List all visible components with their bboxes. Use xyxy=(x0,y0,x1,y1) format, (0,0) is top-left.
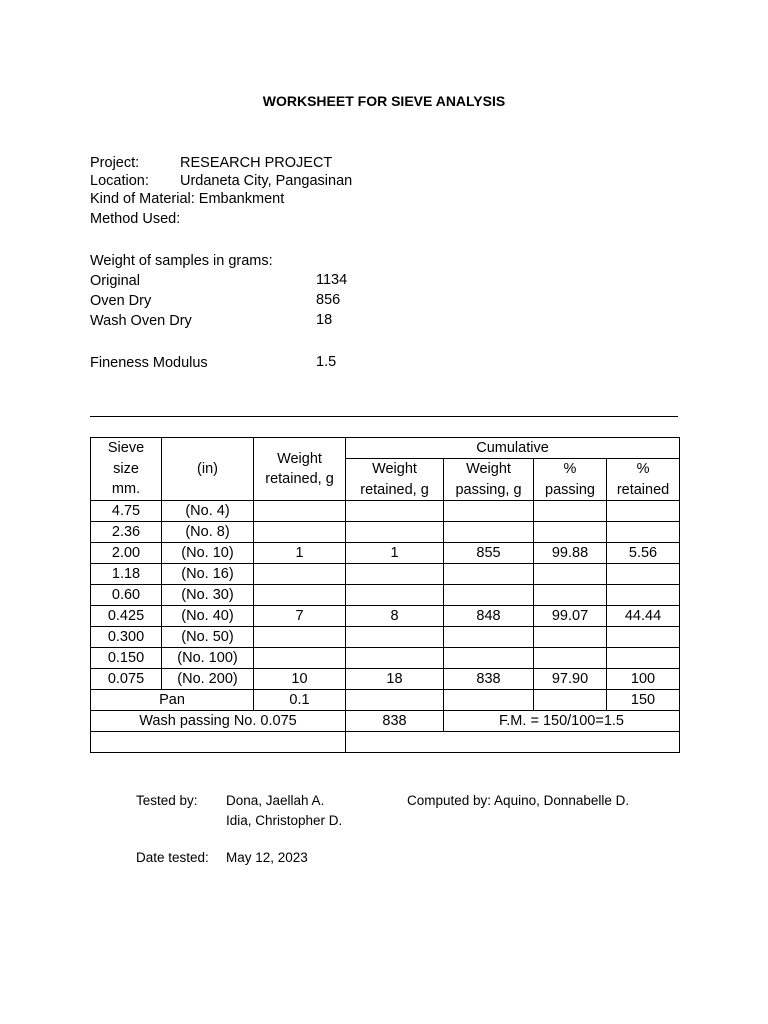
material-line: Kind of Material: Embankment xyxy=(90,191,285,207)
table-cell xyxy=(534,627,607,648)
header-line: Weight xyxy=(277,450,322,467)
table-cell: 0.150 xyxy=(91,648,162,669)
oven-dry-value: 856 xyxy=(316,292,341,308)
pan-row xyxy=(91,690,680,711)
table-cell: 0.425 xyxy=(91,606,162,627)
table-cell: 5.56 xyxy=(607,543,680,564)
wash-row xyxy=(91,711,680,732)
project-line xyxy=(90,154,332,172)
table-cell xyxy=(534,648,607,669)
table-cell: 8 xyxy=(346,606,444,627)
header-line: Sieve xyxy=(107,440,145,457)
table-cell: 7 xyxy=(254,606,346,627)
table-cell xyxy=(534,585,607,606)
table-cell: 0.300 xyxy=(91,627,162,648)
table-row xyxy=(91,501,680,522)
project-label: Project: xyxy=(90,155,140,171)
date-tested-label: Date tested: xyxy=(136,850,209,865)
header-line: retained xyxy=(616,481,670,498)
table-cell xyxy=(607,501,680,522)
project-value: RESEARCH PROJECT xyxy=(180,155,333,171)
table-cell xyxy=(534,690,607,711)
method-line: Method Used: xyxy=(90,211,181,227)
header-line: % xyxy=(563,461,577,477)
table-cell: 838 xyxy=(346,711,444,732)
weights-heading: Weight of samples in grams: xyxy=(90,253,273,269)
table-cell xyxy=(444,648,534,669)
header-line: size xyxy=(113,460,139,477)
table-cell: Wash passing No. 0.075 xyxy=(91,711,346,732)
original-value: 1134 xyxy=(316,272,348,288)
table-cell: (No. 40) xyxy=(162,606,254,627)
table-row xyxy=(91,543,680,564)
fineness-label: Fineness Modulus xyxy=(90,355,208,371)
table-cell xyxy=(254,522,346,543)
date-tested-value: May 12, 2023 xyxy=(226,850,308,865)
table-cell: 4.75 xyxy=(91,501,162,522)
location-line xyxy=(90,172,352,190)
table-cell: 2.36 xyxy=(91,522,162,543)
original-label: Original xyxy=(90,273,140,289)
table-cell: 99.07 xyxy=(534,606,607,627)
table-cell xyxy=(444,522,534,543)
table-cell: 1 xyxy=(346,543,444,564)
tested-by-name-1: Dona, Jaellah A. xyxy=(226,793,325,808)
header-sieve-size xyxy=(91,438,162,501)
table-cell xyxy=(254,648,346,669)
header-line: Weight xyxy=(466,461,511,477)
table-cell xyxy=(346,564,444,585)
header-line: passing xyxy=(545,481,595,498)
table-cell xyxy=(346,732,680,753)
header-line: Weight xyxy=(372,461,417,477)
table-cell xyxy=(607,564,680,585)
header-line: % xyxy=(636,461,650,477)
fineness-value: 1.5 xyxy=(316,354,337,370)
table-cell xyxy=(534,501,607,522)
table-cell: 97.90 xyxy=(534,669,607,690)
tested-by-name-2: Idia, Christopher D. xyxy=(226,813,343,828)
table-cell xyxy=(444,585,534,606)
table-cell xyxy=(254,585,346,606)
table-cell: (No. 16) xyxy=(162,564,254,585)
table-cell: 1 xyxy=(254,543,346,564)
tested-by-label: Tested by: xyxy=(136,793,198,808)
table-cell xyxy=(91,732,346,753)
header-pct-retained xyxy=(607,459,680,501)
table-cell xyxy=(346,501,444,522)
table-cell: 838 xyxy=(444,669,534,690)
table-cell: Pan xyxy=(91,690,254,711)
table-cell: 99.88 xyxy=(534,543,607,564)
table-cell xyxy=(444,564,534,585)
table-cell: 848 xyxy=(444,606,534,627)
table-cell: 0.60 xyxy=(91,585,162,606)
wash-oven-dry-value: 18 xyxy=(316,312,333,328)
oven-dry-label: Oven Dry xyxy=(90,293,152,309)
table-cell: 1.18 xyxy=(91,564,162,585)
table-cell: (No. 50) xyxy=(162,627,254,648)
divider xyxy=(90,416,678,417)
table-row xyxy=(91,564,680,585)
header-pct-passing xyxy=(534,459,607,501)
table-cell xyxy=(346,522,444,543)
table-cell xyxy=(444,690,534,711)
header-cum-weight-passing xyxy=(444,459,534,501)
table-row xyxy=(91,648,680,669)
table-cell: (No. 100) xyxy=(162,648,254,669)
table-cell xyxy=(607,585,680,606)
header-cum-weight-retained xyxy=(346,459,444,501)
wash-oven-dry-label: Wash Oven Dry xyxy=(90,313,192,329)
table-cell xyxy=(346,690,444,711)
page-title: WORKSHEET FOR SIEVE ANALYSIS xyxy=(262,93,506,109)
table-cell xyxy=(607,627,680,648)
blank-row xyxy=(91,732,680,753)
header-cumulative: Cumulative xyxy=(346,438,680,459)
table-cell: 855 xyxy=(444,543,534,564)
table-cell xyxy=(534,564,607,585)
header-line: retained, g xyxy=(265,471,334,487)
table-cell: 0.1 xyxy=(254,690,346,711)
table-cell xyxy=(346,627,444,648)
table-cell xyxy=(254,501,346,522)
header-line: retained, g xyxy=(360,481,429,498)
table-cell: 10 xyxy=(254,669,346,690)
header-in: (in) xyxy=(162,438,254,501)
table-cell: 150 xyxy=(607,690,680,711)
table-cell: (No. 10) xyxy=(162,543,254,564)
table-cell: (No. 30) xyxy=(162,585,254,606)
table-cell xyxy=(534,522,607,543)
computed-by: Computed by: Aquino, Donnabelle D. xyxy=(407,793,630,808)
table-row xyxy=(91,669,680,690)
table-cell xyxy=(254,564,346,585)
table-cell xyxy=(346,648,444,669)
table-row xyxy=(91,627,680,648)
location-value: Urdaneta City, Pangasinan xyxy=(180,173,353,189)
table-cell: 2.00 xyxy=(91,543,162,564)
table-row xyxy=(91,606,680,627)
table-cell: (No. 8) xyxy=(162,522,254,543)
table-row xyxy=(91,585,680,606)
header-line: passing, g xyxy=(455,481,522,498)
table-cell xyxy=(607,648,680,669)
table-cell xyxy=(607,522,680,543)
table-cell: 0.075 xyxy=(91,669,162,690)
header-weight-retained xyxy=(254,438,346,501)
table-cell: (No. 4) xyxy=(162,501,254,522)
table-cell xyxy=(254,627,346,648)
table-cell: F.M. = 150/100=1.5 xyxy=(444,711,680,732)
table-cell xyxy=(346,585,444,606)
table-cell: 100 xyxy=(607,669,680,690)
table-row xyxy=(91,522,680,543)
header-line: mm. xyxy=(111,481,141,498)
table-cell xyxy=(444,501,534,522)
sieve-table xyxy=(90,437,680,753)
location-label: Location: xyxy=(90,173,149,189)
table-cell xyxy=(444,627,534,648)
table-cell: 44.44 xyxy=(607,606,680,627)
table-cell: 18 xyxy=(346,669,444,690)
table-cell: (No. 200) xyxy=(162,669,254,690)
